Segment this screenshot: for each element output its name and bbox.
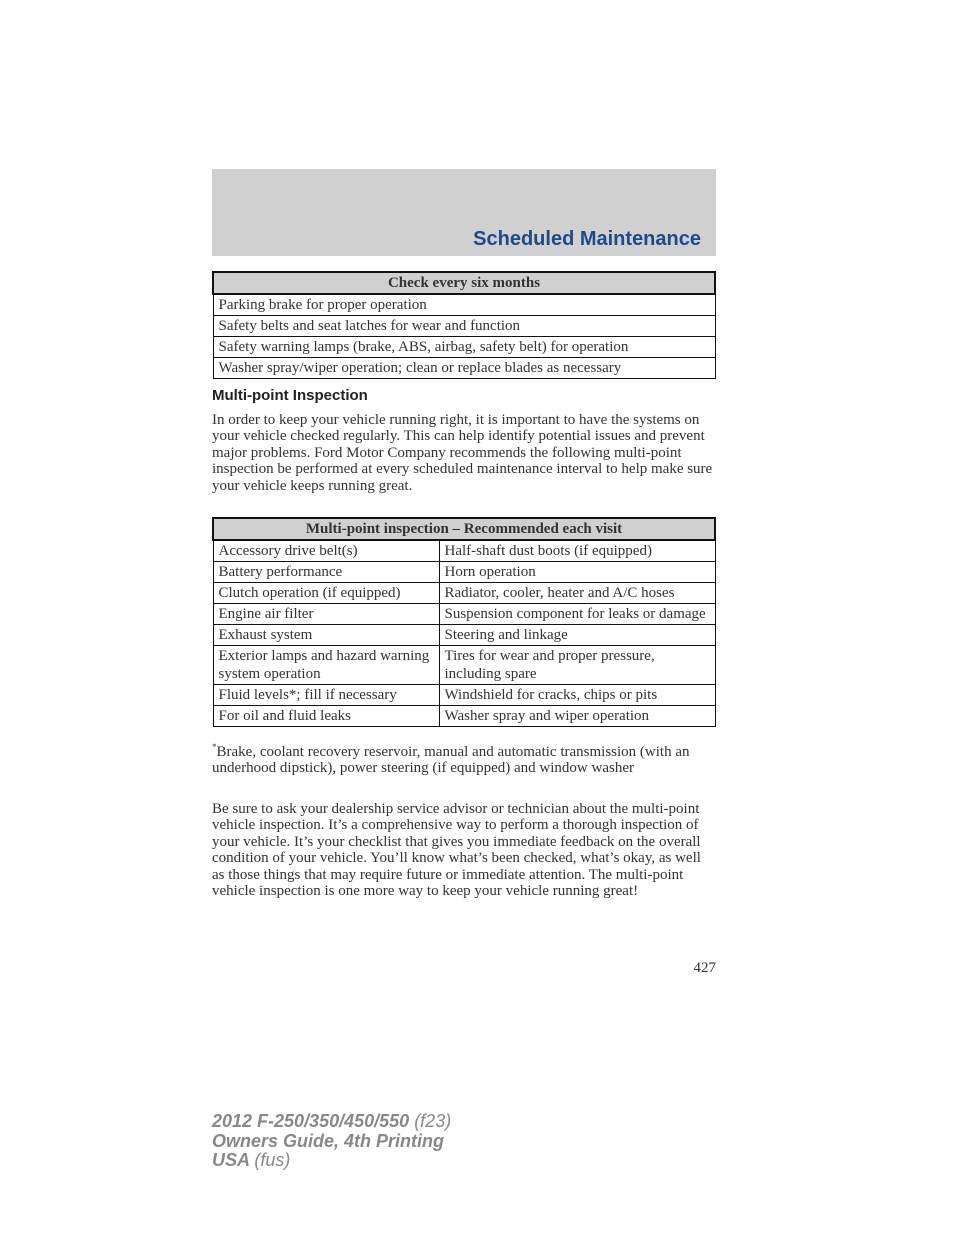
table-row (213, 337, 715, 358)
footer-region-code: (fus) (254, 1150, 291, 1170)
table-cell: Safety belts and seat latches for wear and function (213, 316, 715, 337)
table-cell: Windshield for cracks, chips or pits (439, 685, 715, 706)
footer-model-line (212, 1112, 451, 1132)
table-cell: Steering and linkage (439, 625, 715, 646)
table-cell: Radiator, cooler, heater and A/C hoses (439, 583, 715, 604)
table-cell: Engine air filter (213, 604, 439, 625)
document-footer (212, 1112, 451, 1171)
footnote-marker: * (212, 742, 217, 752)
table-row (213, 316, 715, 337)
footer-guide-line: Owners Guide, 4th Printing (212, 1130, 445, 1151)
table-cell: For oil and fluid leaks (213, 706, 439, 727)
multipoint-table-heading: Multi-point inspection – Recommended each visit (213, 518, 715, 540)
section-header-band (212, 169, 716, 256)
table-row (213, 562, 715, 583)
table-cell: Tires for wear and proper pressure, including spare (439, 646, 715, 685)
table-cell: Exhaust system (213, 625, 439, 646)
table-cell: Exterior lamps and hazard warning system operation (213, 646, 439, 685)
table-cell: Battery performance (213, 562, 439, 583)
table-row (213, 358, 715, 379)
table-cell: Safety warning lamps (brake, ABS, airbag, safety belt) for operation (213, 337, 715, 358)
six-month-checklist-table (212, 271, 716, 379)
section-title: Scheduled Maintenance (473, 228, 701, 250)
table-row (213, 646, 715, 685)
table-row (213, 583, 715, 604)
table-row (213, 540, 715, 562)
table-cell: Suspension component for leaks or damage (439, 604, 715, 625)
table-cell: Horn operation (439, 562, 715, 583)
table-row (213, 706, 715, 727)
table-cell: Parking brake for proper operation (213, 294, 715, 316)
table-cell: Accessory drive belt(s) (213, 540, 439, 562)
table-cell: Washer spray and wiper operation (439, 706, 715, 727)
multipoint-subheading: Multi-point Inspection (212, 387, 368, 404)
table-cell: Washer spray/wiper operation; clean or replace blades as necessary (213, 358, 715, 379)
footer-region-line (212, 1151, 451, 1171)
table-cell: Fluid levels*; fill if necessary (213, 685, 439, 706)
table-row (213, 294, 715, 316)
page-number: 427 (693, 960, 716, 976)
footnote-text: Brake, coolant recovery reservoir, manual and automatic transmission (with an underhood dipstick), power steering (if equipped) and window washer (212, 744, 690, 777)
footer-region: USA (212, 1150, 250, 1170)
six-month-table-heading: Check every six months (213, 272, 715, 294)
multipoint-intro-paragraph: In order to keep your vehicle running right, it is important to have the systems on your vehicle checked regularly. This can help identify potential issues and prevent major problems. Ford Motor Company recommends the following multi-point inspection be performed at every scheduled maintenance interval to help make sure your vehicle keeps running great. (212, 412, 713, 494)
table-cell: Half-shaft dust boots (if equipped) (439, 540, 715, 562)
table-row (213, 685, 715, 706)
table-row (213, 625, 715, 646)
table-row (213, 604, 715, 625)
footer-model: 2012 F-250/350/450/550 (212, 1111, 410, 1131)
multipoint-inspection-table (212, 517, 716, 727)
closing-paragraph: Be sure to ask your dealership service advisor or technician about the multi-point vehicle inspection. It’s a comprehensive way to perform a thorough inspection of your vehicle. It’s your checklist that gives you immediate feedback on the overall condition of your vehicle. You’ll know what’s been checked, what’s okay, as well as those things that may require future or immediate attention. The multi-point vehicle inspection is one more way to keep your vehicle running great! (212, 801, 701, 900)
table-cell: Clutch operation (if equipped) (213, 583, 439, 604)
footnote (212, 744, 716, 777)
footer-model-code: (f23) (414, 1111, 452, 1131)
